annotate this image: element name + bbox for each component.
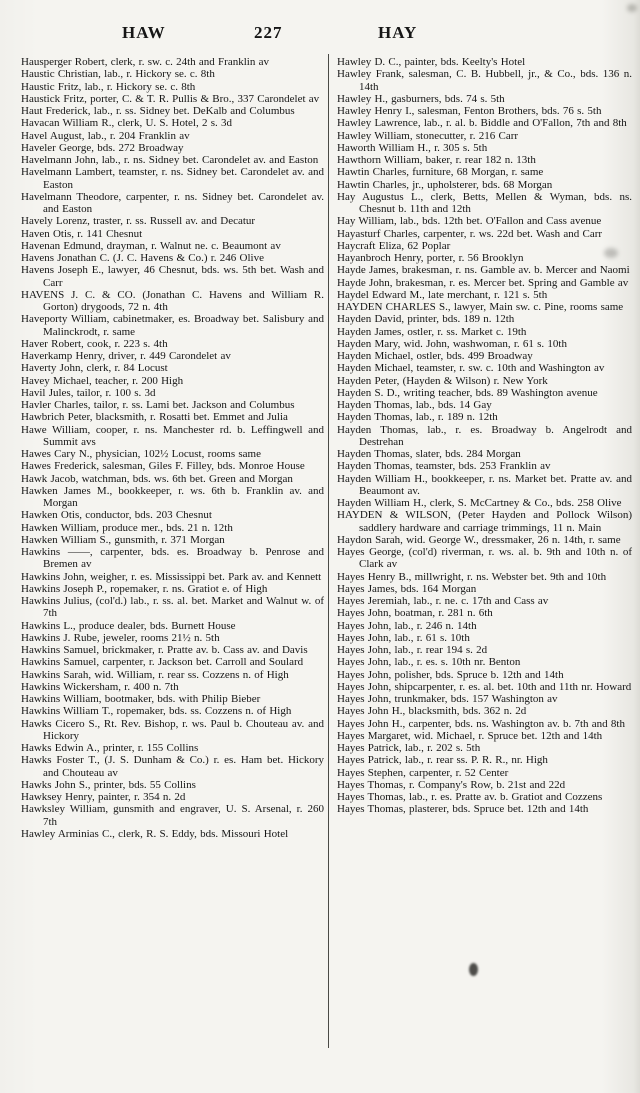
- directory-entry: Hayes John H., carpenter, bds. ns. Washington av. b. 7th and 8th: [337, 717, 625, 730]
- directory-entry: Hayes Stephen, carpenter, r. 52 Center: [337, 766, 509, 779]
- directory-entry: Hayes George, (col'd) riverman, r. ws. al. b. 9th and 10th n. of Clark av: [337, 546, 632, 571]
- directory-entry: Hawbrich Peter, blacksmith, r. Rosatti bet. Emmet and Julia: [21, 411, 288, 424]
- directory-entry: Hay William, lab., bds. 12th bet. O'Fallon and Cass avenue: [337, 215, 602, 228]
- directory-entry: Haustic Fritz, lab., r. Hickory se. c. 8th: [21, 80, 196, 93]
- directory-entry: Havacan William R., clerk, U. S. Hotel, 2 s. 3d: [21, 117, 232, 130]
- directory-entry: Hawkins William T., ropemaker, bds. ss. Cozzens n. of High: [21, 705, 292, 718]
- directory-entry: Hawes Cary N., physician, 102½ Locust, rooms same: [21, 448, 261, 460]
- directory-entry: Havelmann Lambert, teamster, r. ns. Sidney bet. Carondelet av. and Easton: [21, 166, 324, 191]
- directory-entry: Hawley H., gasburners, bds. 74 s. 5th: [337, 92, 505, 105]
- directory-entry: Hayes John, lab., r. rear 194 s. 2d: [337, 644, 488, 656]
- left-column: [21, 56, 324, 840]
- directory-entry: Hayes Jeremiah, lab., r. ne. c. 17th and Cass av: [337, 595, 549, 607]
- directory-entry: Hawks Cicero S., Rt. Rev. Bishop, r. ws. Paul b. Chouteau av. and Hickory: [21, 717, 324, 742]
- directory-entry: Hayes Margaret, wid. Michael, r. Spruce bet. 12th and 14th: [337, 729, 603, 742]
- directory-entry: Hawkins John, weigher, r. es. Mississippi bet. Park av. and Kennett: [21, 570, 322, 583]
- directory-entry: Hayden Peter, (Hayden & Wilson) r. New York: [337, 374, 548, 387]
- directory-entry: Hayden Mary, wid. John, washwoman, r. 61 s. 10th: [337, 337, 567, 350]
- directory-entry: Hayden David, printer, bds. 189 n. 12th: [337, 313, 515, 326]
- directory-entry: Havelmann Theodore, carpenter, r. ns. Sidney bet. Carondelet av. and Easton: [21, 190, 324, 215]
- directory-entry: Hawley Frank, salesman, C. B. Hubbell, jr., & Co., bds. 136 n. 14th: [337, 68, 632, 93]
- directory-entry: Haustic Christian, lab., r. Hickory se. c. 8th: [21, 68, 215, 81]
- directory-entry: Hawkins Samuel, brickmaker, r. Pratte av. b. Cass av. and Davis: [21, 644, 308, 656]
- directory-entry: Hawken Otis, conductor, bds. 203 Chesnut: [21, 509, 212, 522]
- directory-entry: Hayes John, lab., r. 246 n. 14th: [337, 619, 477, 632]
- directory-entry: Hawks John S., printer, bds. 55 Collins: [21, 778, 196, 791]
- directory-entry: Hawe William, cooper, r. ns. Manchester rd. b. Leffingwell and Summit avs: [21, 423, 324, 448]
- directory-entry: Hayes John, lab., r. 61 s. 10th: [337, 631, 470, 644]
- directory-entry: Hayes Thomas, lab., r. es. Pratte av. b. Gratiot and Cozzens: [337, 791, 603, 803]
- directory-entry: Hawthorn William, baker, r. rear 182 n. 13th: [337, 154, 536, 166]
- running-head: [0, 23, 640, 49]
- directory-entry: Hawkins ——, carpenter, bds. es. Broadway b. Penrose and Bremen av: [21, 546, 324, 571]
- directory-entry: HAVENS J. C. & CO. (Jonathan C. Havens and William R. Gorton) drygoods, 72 n. 4th: [21, 288, 324, 313]
- right-column: [337, 56, 632, 816]
- directory-entry: Havey Michael, teacher, r. 200 High: [21, 374, 184, 387]
- directory-entry: Haverkamp Henry, driver, r. 449 Carondelet av: [21, 350, 231, 362]
- directory-entry: HAYDEN & WILSON, (Peter Hayden and Pollock Wilson) saddlery hardware and carriage trimmings, 11 n. Main: [337, 509, 632, 534]
- directory-entry: Hayden Michael, ostler, bds. 499 Broadway: [337, 350, 533, 362]
- directory-entry: Hayden Michael, teamster, r. sw. c. 10th and Washington av: [337, 362, 605, 375]
- directory-entry: Haydel Edward M., late merchant, r. 121 s. 5th: [337, 288, 548, 301]
- directory-entry: Hayes John, polisher, bds. Spruce b. 12th and 14th: [337, 668, 564, 681]
- directory-entry: Hayden Thomas, lab., r. 189 n. 12th: [337, 411, 498, 424]
- directory-entry: Hawkins L., produce dealer, bds. Burnett House: [21, 619, 236, 632]
- directory-entry: Hayde James, brakesman, r. ns. Gamble av. b. Mercer and Naomi: [337, 264, 630, 277]
- directory-entry: Hawks Edwin A., printer, r. 155 Collins: [21, 742, 199, 754]
- directory-entry: Havens Jonathan C. (J. C. Havens & Co.) r. 246 Olive: [21, 252, 264, 264]
- directory-entry: Hawes Frederick, salesman, Giles F. Filley, bds. Monroe House: [21, 460, 305, 473]
- directory-entry: Hayden Thomas, teamster, bds. 253 Franklin av: [337, 460, 551, 473]
- directory-entry: Hawken William, produce mer., bds. 21 n. 12th: [21, 521, 233, 534]
- directory-entry: Havelmann John, lab., r. ns. Sidney bet. Carondelet av. and Easton: [21, 154, 319, 166]
- directory-entry: Haycraft Eliza, 62 Poplar: [337, 239, 451, 252]
- running-head-right-letters: HAY: [378, 23, 418, 42]
- directory-entry: Havens Joseph E., lawyer, 46 Chesnut, bds. ws. 5th bet. Wash and Carr: [21, 264, 324, 289]
- directory-entry: Hayden William H., clerk, S. McCartney & Co., bds. 258 Olive: [337, 497, 622, 509]
- directory-entry: Hawksey Henry, painter, r. 354 n. 2d: [21, 791, 186, 803]
- ink-smudge: [469, 963, 478, 976]
- directory-entry: Haveporty William, cabinetmaker, es. Broadway bet. Salisbury and Malinckrodt, r. same: [21, 313, 324, 338]
- directory-entry: Hayes Thomas, plasterer, bds. Spruce bet. 12th and 14th: [337, 803, 589, 816]
- column-divider-rule: [328, 54, 329, 1048]
- directory-entry: Hawley Henry I., salesman, Fenton Brothers, bds. 76 s. 5th: [337, 105, 602, 117]
- running-head-left-letters: HAW: [122, 23, 166, 42]
- directory-entry: Hawken James M., bookkeeper, r. ws. 6th b. Franklin av. and Morgan: [21, 484, 324, 509]
- directory-entry: Hawkins Sarah, wid. William, r. rear ss. Cozzens n. of High: [21, 668, 289, 681]
- directory-entry: Havler Charles, tailor, r. ss. Lami bet. Jackson and Columbus: [21, 399, 295, 411]
- directory-entry: Hawkins Wickersham, r. 400 n. 7th: [21, 680, 179, 693]
- directory-entry: Haveler George, bds. 272 Broadway: [21, 141, 184, 154]
- directory-entry: Haut Frederick, lab., r. ss. Sidney bet. DeKalb and Columbus: [21, 105, 295, 117]
- directory-entry: Hayden S. D., writing teacher, bds. 89 Washington avenue: [337, 386, 598, 399]
- directory-entry: Hay Augustus L., clerk, Betts, Mellen & Wyman, bds. ns. Chesnut b. 11th and 12th: [337, 190, 632, 215]
- directory-entry: Hawkins William, bootmaker, bds. with Philip Bieber: [21, 693, 261, 705]
- directory-entry: Hayes John, trunkmaker, bds. 157 Washington av: [337, 693, 558, 705]
- directory-entry: Hayanbroch Henry, porter, r. 56 Brooklyn: [337, 252, 524, 264]
- directory-entry: Haver Robert, cook, r. 223 s. 4th: [21, 337, 168, 350]
- directory-entry: Hayden James, ostler, r. ss. Market c. 19th: [337, 325, 527, 338]
- directory-entry: Hayes John, boatman, r. 281 n. 6th: [337, 607, 493, 620]
- directory-entry: Hawley Lawrence, lab., r. al. b. Biddle and O'Fallon, 7th and 8th: [337, 117, 627, 130]
- directory-entry: Hayde John, brakesman, r. es. Mercer bet. Spring and Gamble av: [337, 276, 629, 289]
- directory-entry: Hayes John H., blacksmith, bds. 362 n. 2d: [337, 705, 527, 718]
- directory-entry: Hawley William, stonecutter, r. 216 Carr: [337, 129, 519, 142]
- directory-entry: Hawksley William, gunsmith and engraver, U. S. Arsenal, r. 260 7th: [21, 803, 324, 828]
- page-number: 227: [254, 23, 283, 42]
- directory-entry: Hawley Arminias C., clerk, R. S. Eddy, bds. Missouri Hotel: [21, 827, 289, 840]
- directory-entry: Haven Otis, r. 141 Chesnut: [21, 227, 143, 240]
- directory-entry: Hawtin Charles, jr., upholsterer, bds. 68 Morgan: [337, 178, 553, 191]
- directory-entry: Havil Jules, tailor, r. 100 s. 3d: [21, 386, 156, 399]
- directory-entry: Hawkins J. Rube, jeweler, rooms 21½ n. 5th: [21, 631, 220, 644]
- directory-entry: Hawkins Joseph P., ropemaker, r. ns. Gratiot e. of High: [21, 582, 268, 595]
- directory-entry: Hayes John, lab., r. es. s. 10th nr. Benton: [337, 656, 521, 669]
- directory-entry: Hayes John, shipcarpenter, r. es. al. bet. 10th and 11th nr. Howard: [337, 680, 632, 693]
- directory-entry: Hayes Henry B., millwright, r. ns. Webster bet. 9th and 10th: [337, 570, 607, 583]
- directory-entry: Hayden Thomas, lab., bds. 14 Gay: [337, 399, 492, 411]
- directory-entry: Haworth William H., r. 305 s. 5th: [337, 141, 488, 154]
- directory-entry: Hawtin Charles, furniture, 68 Morgan, r. same: [337, 166, 544, 179]
- directory-entry: Hayden Thomas, slater, bds. 284 Morgan: [337, 448, 521, 460]
- directory-entry: Havenan Edmund, drayman, r. Walnut ne. c. Beaumont av: [21, 239, 281, 252]
- directory-entry: Haverty John, clerk, r. 84 Locust: [21, 362, 168, 375]
- directory-entry: Havely Lorenz, traster, r. ss. Russell av. and Decatur: [21, 215, 256, 228]
- directory-entry: Hayes Patrick, lab., r. 202 s. 5th: [337, 742, 481, 754]
- directory-entry: Hawkins Samuel, carpenter, r. Jackson bet. Carroll and Soulard: [21, 656, 304, 669]
- directory-entry: Hawkins Julius, (col'd.) lab., r. ss. al. bet. Market and Walnut w. of 7th: [21, 595, 324, 620]
- ink-smudge: [627, 4, 637, 12]
- directory-entry: Haydon Sarah, wid. George W., dressmaker, 26 n. 14th, r. same: [337, 533, 621, 546]
- directory-entry: Hawk Jacob, watchman, bds. ws. 6th bet. Green and Morgan: [21, 472, 293, 485]
- directory-entry: Hayden Thomas, lab., r. es. Broadway b. Angelrodt and Destrehan: [337, 423, 632, 448]
- directory-entry: Hawks Foster T., (J. S. Dunham & Co.) r. es. Ham bet. Hickory and Chouteau av: [21, 754, 324, 779]
- directory-entry: Havel August, lab., r. 204 Franklin av: [21, 129, 190, 142]
- directory-entry: Hawley D. C., painter, bds. Keelty's Hotel: [337, 56, 526, 68]
- directory-entry: Hausperger Robert, clerk, r. sw. c. 24th and Franklin av: [21, 56, 269, 68]
- directory-entry: HAYDEN CHARLES S., lawyer, Main sw. c. Pine, rooms same: [337, 301, 624, 313]
- directory-entry: Hayes James, bds. 164 Morgan: [337, 582, 477, 595]
- directory-entry: Hayden William H., bookkeeper, r. ns. Market bet. Pratte av. and Beaumont av.: [337, 472, 632, 497]
- directory-entry: Hayasturf Charles, carpenter, r. ws. 22d bet. Wash and Carr: [337, 227, 603, 240]
- directory-entry: Hayes Thomas, r. Company's Row, b. 21st and 22d: [337, 778, 566, 791]
- directory-entry: Hayes Patrick, lab., r. rear ss. P. R. R., nr. High: [337, 754, 548, 767]
- directory-entry: Haustick Fritz, porter, C. & T. R. Pullis & Bro., 337 Carondelet av: [21, 92, 320, 105]
- directory-entry: Hawken William S., gunsmith, r. 371 Morgan: [21, 533, 225, 546]
